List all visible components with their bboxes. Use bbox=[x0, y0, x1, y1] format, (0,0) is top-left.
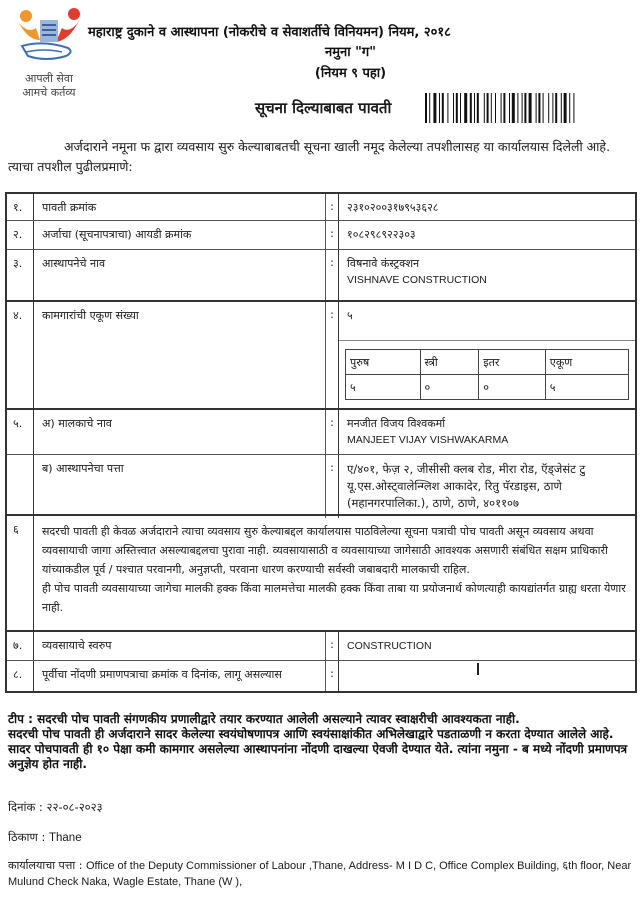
total-workers: ५ bbox=[347, 309, 353, 322]
row-label: अर्जाचा (सूचनापत्राचा) आयडी क्रमांक bbox=[34, 221, 326, 249]
row-number bbox=[7, 455, 34, 518]
colon: : bbox=[326, 410, 339, 454]
value-other: ० bbox=[479, 375, 546, 400]
barcode-bar bbox=[433, 93, 436, 123]
barcode-bar bbox=[429, 93, 430, 123]
barcode-bar bbox=[453, 93, 454, 123]
barcode-bar bbox=[501, 93, 502, 123]
row-number: १. bbox=[7, 194, 34, 220]
place-field bbox=[8, 830, 82, 845]
establishment-address: ए/४०१, फेज़ २, जीसीसी क्लब रोड, मीरा रोड, ऍड्जेसंट टु यू.एस.ओस्ट्वालेन्ग्लिश आकादेर, रितु पॅरडाइस, ठाणे (महानगरपालिका.), ठाणे, ठाणे, ४०११०७ bbox=[347, 462, 586, 510]
office-address bbox=[8, 858, 633, 890]
receipt-number: २३१०२००३१७९५३६२८ bbox=[347, 201, 439, 214]
barcode-bar bbox=[495, 93, 496, 123]
table-row-owner bbox=[7, 408, 635, 514]
table-row-previous-registration bbox=[7, 660, 635, 691]
note-line-1: टीप : सदरची पोच पावती संगणकीय प्रणालीद्वारे तयार करण्यात आलेली असल्याने त्यावर स्वाक्षरीची आवश्यकता नाही. bbox=[8, 712, 520, 726]
barcode-bar bbox=[529, 93, 532, 123]
barcode-bar bbox=[548, 93, 549, 123]
rule-reference: (नियम ९ पहा) bbox=[314, 66, 387, 81]
barcode-bar bbox=[517, 93, 518, 123]
disclaimer-text-2: ही पोच पावती व्यवसायाच्या जागेचा मालकी हक्क किंवा मालमत्तेचा मालकी हक्क किंवा ताबा या प्रयोजनार्थ कोणत्याही कायद्यांतर्गत ग्राह्य धरता येणार नाही. bbox=[42, 582, 626, 614]
header-other: इतर bbox=[479, 350, 546, 375]
colon: : bbox=[326, 250, 339, 300]
row-label: पावती क्रमांक bbox=[34, 194, 326, 220]
header-male: पुरुष bbox=[346, 350, 421, 375]
workers-header-row bbox=[346, 350, 629, 375]
barcode-bar bbox=[460, 93, 461, 123]
value-female: ० bbox=[420, 375, 479, 400]
barcode-bar bbox=[536, 93, 537, 123]
barcode-bar bbox=[522, 93, 523, 123]
table-row-disclaimer bbox=[7, 514, 635, 630]
date-value: २२-०८-२०२३ bbox=[46, 800, 103, 814]
barcode-bar bbox=[512, 93, 515, 123]
row-number: ३. bbox=[7, 250, 34, 300]
barcode-bar bbox=[442, 93, 444, 123]
barcode-bar bbox=[509, 93, 510, 123]
barcode-bar bbox=[569, 93, 570, 123]
business-nature: CONSTRUCTION bbox=[347, 640, 432, 652]
row-number: ८. bbox=[7, 661, 34, 691]
row-label: व्यवसायाचे स्वरुप bbox=[34, 632, 326, 660]
barcode-bar bbox=[561, 93, 562, 123]
barcode-bar bbox=[491, 93, 492, 123]
row-number: ७. bbox=[7, 632, 34, 660]
colon: : bbox=[326, 221, 339, 249]
place-label: ठिकाण : bbox=[8, 830, 46, 844]
owner-name-mr: मनजीत विजय विश्वकर्मा bbox=[347, 417, 446, 430]
note-section bbox=[8, 712, 633, 772]
row-label: अ) मालकाचे नाव bbox=[34, 410, 326, 454]
colon: : bbox=[326, 661, 339, 691]
colon: : bbox=[326, 455, 339, 518]
text-cursor bbox=[477, 663, 479, 675]
place-value: Thane bbox=[48, 832, 82, 844]
page-title: सूचना दिल्याबाबत पावती bbox=[255, 99, 392, 117]
date-label: दिनांक : bbox=[8, 800, 43, 814]
barcode-bar bbox=[503, 93, 505, 123]
barcode-bar bbox=[439, 93, 440, 123]
barcode-bar bbox=[477, 93, 479, 123]
table-row-business-nature bbox=[7, 630, 635, 660]
table-row-establishment-name bbox=[7, 249, 635, 300]
barcode-bar bbox=[564, 93, 567, 123]
logo-tagline-2: आमचे कर्तव्य bbox=[22, 86, 76, 99]
row-number: ५. bbox=[7, 410, 34, 454]
barcode-bar bbox=[555, 93, 557, 123]
application-id: १०८२९८९२२३०३ bbox=[347, 228, 416, 241]
note-line-2: सदरची पोच पावती ही अर्जदाराने सादर केलेल्या स्वयंघोषणापत्र आणि स्वयंसाक्षांकीत अभिलेखाद्वारे पडताळणी न करता देण्यात आलेले आहे. bbox=[8, 727, 614, 741]
table-row-address bbox=[7, 455, 635, 518]
barcode-bar bbox=[487, 93, 489, 123]
row-label: ब) आस्थापनेचा पत्ता bbox=[34, 455, 326, 518]
details-table bbox=[5, 192, 637, 693]
date-field bbox=[8, 800, 103, 815]
office-label: कार्यालयाचा पत्ता : bbox=[8, 859, 83, 872]
logo-tagline-1: आपली सेवा bbox=[25, 72, 73, 85]
intro-paragraph: अर्जदाराने नमूना फ द्वारा व्यवसाय सुरु केल्याबाबतची सूचना खाली नमूद केलेल्या तपशीलासह या कार्यालयास दिलेली आहे. त्याचा तपशील पुढीलप्रमाणे: bbox=[8, 139, 611, 174]
barcode-icon bbox=[425, 93, 635, 123]
barcode-bar bbox=[543, 93, 544, 123]
table-row-receipt-number bbox=[7, 194, 635, 220]
row-number: २. bbox=[7, 221, 34, 249]
barcode-bar bbox=[484, 93, 485, 123]
office-value: Office of the Deputy Commissioner of Labour ,Thane, Address- M I D C, Office Complex Building, ६th floor, Near Mulund Check Naka, Wagle Estate, Thane (W ), bbox=[8, 860, 632, 888]
barcode-bar bbox=[524, 93, 526, 123]
act-title: महाराष्ट्र दुकाने व आस्थापना (नोकरीचे व सेवाशर्तीचे विनियमन) नियम, २०१८ bbox=[88, 25, 451, 40]
colon: : bbox=[326, 302, 339, 408]
barcode-bar bbox=[538, 93, 540, 123]
value-total: ५ bbox=[545, 375, 628, 400]
barcode-bar bbox=[464, 93, 467, 123]
barcode-bar bbox=[474, 93, 475, 123]
establishment-name-mr: विषनावे कंस्ट्रक्शन bbox=[347, 257, 420, 270]
table-row-application-id bbox=[7, 220, 635, 249]
row-number: ४. bbox=[7, 302, 34, 408]
colon: : bbox=[326, 632, 339, 660]
barcode-bar bbox=[447, 93, 448, 123]
barcode-bar bbox=[425, 93, 427, 123]
header-female: स्त्री bbox=[420, 350, 479, 375]
workers-breakdown-table bbox=[345, 349, 629, 400]
colon: : bbox=[326, 194, 339, 220]
note-line-3: सादर पोचपावती ही १० पेक्षा कमी कामगार असलेल्या आस्थापनांना नोंदणी दाखल्या ऐवजी देण्यात येते. त्यांना नमुना - ब मध्ये नोंदणी प्रमाणपत्र अनुज्ञेय होत नाही. bbox=[8, 742, 628, 771]
row-label: आस्थापनेचे नाव bbox=[34, 250, 326, 300]
row-number: ६ bbox=[7, 516, 34, 630]
workers-value-row bbox=[346, 375, 629, 400]
row-label: कामगारांची एकूण संख्या bbox=[34, 302, 326, 408]
barcode-bar bbox=[470, 93, 472, 123]
previous-registration bbox=[339, 661, 635, 691]
establishment-name-en: VISHNAVE CONSTRUCTION bbox=[347, 274, 487, 286]
disclaimer-text-1: सदरची पावती ही केवळ अर्जदाराने त्याचा व्यवसाय सुरु केल्याबद्दल कार्यालयास पाठविलेल्या सूचना पत्राची पोच पावती असून व्यवसाय अथवा व्यवसायाची जागा अस्तित्त्वात असल्याबद्दलचा पुरावा नाही. व्यवसायासाठी व व्यवसायाच्या जागेसाठी आवश्यक असणारी संबंधित सक्षम प्राधिकारी यांच्याकडील पूर्व / पश्चात परवानगी, अनुज्ञप्ती, परवाना धारण करण्याची सर्वस्वी जबाबदारी मालकाची राहिल. bbox=[42, 525, 608, 576]
barcode-bar bbox=[456, 93, 458, 123]
table-row-worker-count bbox=[7, 300, 635, 408]
value-male: ५ bbox=[346, 375, 421, 400]
header-total: एकूण bbox=[545, 350, 628, 375]
form-name: नमुना "ग" bbox=[325, 45, 376, 60]
barcode-bar bbox=[552, 93, 553, 123]
owner-name-en: MANJEET VIJAY VISHWAKARMA bbox=[347, 434, 509, 446]
barcode-bar bbox=[573, 93, 574, 123]
row-label: पूर्वीचा नोंदणी प्रमाणपत्राचा क्रमांक व दिनांक, लागू असल्यास bbox=[34, 661, 326, 691]
